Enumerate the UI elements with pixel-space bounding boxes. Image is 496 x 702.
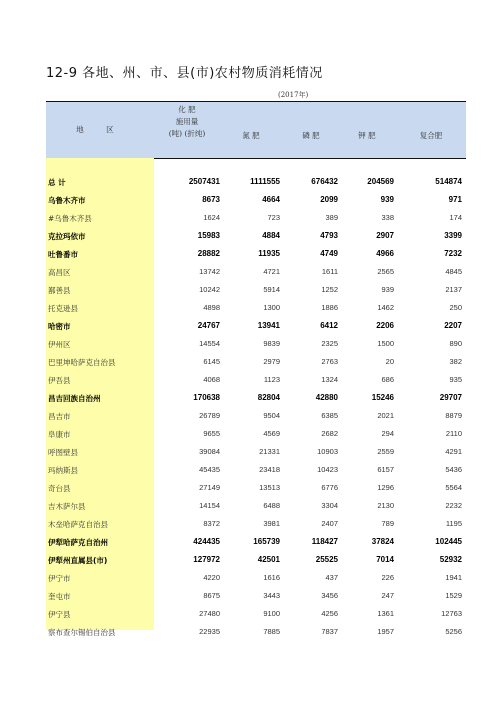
compound-value: 250 bbox=[449, 303, 462, 312]
region-name: 昌吉回族自治州 bbox=[48, 394, 101, 403]
table-row bbox=[46, 318, 466, 336]
region-name: 克拉玛依市 bbox=[48, 232, 86, 241]
potash-value: 247 bbox=[381, 591, 394, 600]
table-row bbox=[46, 300, 466, 318]
table-row bbox=[46, 498, 466, 516]
region-name: 伊犁哈萨克自治州 bbox=[48, 538, 108, 547]
region-name: 巴里坤哈萨克自治县 bbox=[48, 358, 116, 367]
fertilizer-total: 26789 bbox=[199, 411, 220, 420]
table-row bbox=[46, 264, 466, 282]
nitrogen-value: 42501 bbox=[257, 555, 280, 564]
compound-value: 5256 bbox=[445, 627, 462, 636]
compound-value: 174 bbox=[449, 213, 462, 222]
table-row bbox=[46, 588, 466, 606]
nitrogen-value: 2979 bbox=[263, 357, 280, 366]
fertilizer-total: 39084 bbox=[199, 447, 220, 456]
table-row bbox=[46, 354, 466, 372]
region-name: 托克逊县 bbox=[48, 304, 78, 313]
header-fertilizer-line2: 施用量 bbox=[175, 117, 199, 126]
nitrogen-value: 1123 bbox=[263, 375, 280, 384]
compound-value: 4291 bbox=[445, 447, 462, 456]
potash-value: 20 bbox=[385, 357, 394, 366]
phosphate-value: 4793 bbox=[320, 231, 338, 240]
fertilizer-total: 13742 bbox=[199, 267, 220, 276]
region-name: 察布查尔锡伯自治县 bbox=[48, 628, 116, 637]
phosphate-value: 3304 bbox=[321, 501, 338, 510]
region-name: 鄯善县 bbox=[48, 286, 71, 295]
nitrogen-value: 165739 bbox=[253, 537, 280, 546]
year-label: (2017年) bbox=[278, 91, 309, 99]
region-name: #乌鲁木齐县 bbox=[48, 214, 92, 223]
region-name: 伊州区 bbox=[48, 340, 71, 349]
table-row bbox=[46, 408, 466, 426]
potash-value: 4966 bbox=[376, 249, 394, 258]
nitrogen-value: 4664 bbox=[262, 195, 280, 204]
compound-value: 1941 bbox=[445, 573, 462, 582]
nitrogen-value: 21331 bbox=[259, 447, 280, 456]
compound-value: 2137 bbox=[445, 285, 462, 294]
potash-value: 294 bbox=[381, 429, 394, 438]
header-fertilizer-line3: (吨) (折纯) bbox=[168, 129, 206, 138]
potash-value: 338 bbox=[381, 213, 394, 222]
phosphate-value: 2682 bbox=[321, 429, 338, 438]
nitrogen-value: 723 bbox=[267, 213, 280, 222]
potash-value: 686 bbox=[381, 375, 394, 384]
nitrogen-value: 6488 bbox=[263, 501, 280, 510]
fertilizer-total: 24767 bbox=[197, 321, 220, 330]
fertilizer-total: 45435 bbox=[199, 465, 220, 474]
table-row bbox=[46, 246, 466, 264]
nitrogen-value: 9839 bbox=[263, 339, 280, 348]
potash-value: 2206 bbox=[376, 321, 394, 330]
nitrogen-value: 5914 bbox=[263, 285, 280, 294]
region-name: 高昌区 bbox=[48, 268, 71, 277]
fertilizer-total: 9655 bbox=[203, 429, 220, 438]
phosphate-value: 6776 bbox=[321, 483, 338, 492]
region-name: 阜康市 bbox=[48, 430, 71, 439]
phosphate-value: 10903 bbox=[317, 447, 338, 456]
compound-value: 102445 bbox=[435, 537, 462, 546]
compound-value: 890 bbox=[449, 339, 462, 348]
fertilizer-total: 8372 bbox=[203, 519, 220, 528]
table-row bbox=[46, 282, 466, 300]
table-row bbox=[46, 390, 466, 408]
table-row bbox=[46, 444, 466, 462]
compound-value: 52932 bbox=[439, 555, 462, 564]
table-row bbox=[46, 534, 466, 552]
potash-value: 6157 bbox=[377, 465, 394, 474]
table-row bbox=[46, 192, 466, 210]
phosphate-value: 2325 bbox=[321, 339, 338, 348]
phosphate-value: 6412 bbox=[320, 321, 338, 330]
region-name: 奇台县 bbox=[48, 484, 71, 493]
region-name: 伊犁州直属县(市) bbox=[48, 556, 108, 565]
compound-value: 1529 bbox=[445, 591, 462, 600]
potash-value: 7014 bbox=[376, 555, 394, 564]
potash-value: 1957 bbox=[377, 627, 394, 636]
phosphate-value: 1611 bbox=[321, 267, 338, 276]
nitrogen-value: 1111555 bbox=[250, 177, 280, 186]
compound-value: 8879 bbox=[445, 411, 462, 420]
phosphate-value: 3456 bbox=[321, 591, 338, 600]
fertilizer-total: 1624 bbox=[203, 213, 220, 222]
table-row bbox=[46, 228, 466, 246]
phosphate-value: 2099 bbox=[320, 195, 338, 204]
header-phosphate: 磷 肥 bbox=[302, 131, 320, 140]
compound-value: 382 bbox=[449, 357, 462, 366]
compound-value: 1195 bbox=[445, 519, 462, 528]
region-name: 呼图壁县 bbox=[48, 448, 78, 457]
phosphate-value: 1324 bbox=[321, 375, 338, 384]
fertilizer-total: 10242 bbox=[199, 285, 220, 294]
nitrogen-value: 9100 bbox=[263, 609, 280, 618]
compound-value: 5436 bbox=[445, 465, 462, 474]
compound-value: 12763 bbox=[441, 609, 462, 618]
region-name: 伊吾县 bbox=[48, 376, 71, 385]
phosphate-value: 42880 bbox=[315, 393, 338, 402]
compound-value: 4845 bbox=[445, 267, 462, 276]
header-region: 地 区 bbox=[76, 125, 124, 134]
fertilizer-total: 8675 bbox=[203, 591, 220, 600]
fertilizer-total: 424435 bbox=[193, 537, 220, 546]
compound-value: 514874 bbox=[435, 177, 462, 186]
region-name: 伊宁县 bbox=[48, 610, 71, 619]
phosphate-value: 676432 bbox=[311, 177, 338, 186]
compound-value: 971 bbox=[448, 195, 462, 204]
potash-value: 204569 bbox=[367, 177, 394, 186]
table-header bbox=[46, 102, 466, 158]
header-compound: 复合肥 bbox=[419, 131, 443, 140]
compound-value: 5564 bbox=[445, 483, 462, 492]
phosphate-value: 389 bbox=[325, 213, 338, 222]
region-name: 总 计 bbox=[48, 178, 66, 187]
phosphate-value: 4256 bbox=[321, 609, 338, 618]
region-name: 玛纳斯县 bbox=[48, 466, 78, 475]
region-name: 乌鲁木齐市 bbox=[48, 196, 86, 205]
fertilizer-total: 14154 bbox=[199, 501, 220, 510]
potash-value: 2021 bbox=[377, 411, 394, 420]
nitrogen-value: 13941 bbox=[257, 321, 280, 330]
compound-value: 2207 bbox=[444, 321, 462, 330]
header-fertilizer-line1: 化 肥 bbox=[178, 105, 196, 114]
region-name: 吉木萨尔县 bbox=[48, 502, 86, 511]
header-nitrogen: 氮 肥 bbox=[242, 131, 260, 140]
table-row bbox=[46, 426, 466, 444]
phosphate-value: 4749 bbox=[320, 249, 338, 258]
compound-value: 7232 bbox=[444, 249, 462, 258]
table-row bbox=[46, 552, 466, 570]
phosphate-value: 10423 bbox=[317, 465, 338, 474]
potash-value: 37824 bbox=[371, 537, 394, 546]
fertilizer-total: 4220 bbox=[203, 573, 220, 582]
compound-value: 29707 bbox=[439, 393, 462, 402]
fertilizer-total: 8673 bbox=[202, 195, 220, 204]
region-name: 奎屯市 bbox=[48, 592, 71, 601]
potash-value: 1296 bbox=[377, 483, 394, 492]
potash-value: 2559 bbox=[377, 447, 394, 456]
fertilizer-total: 6145 bbox=[203, 357, 220, 366]
phosphate-value: 2763 bbox=[321, 357, 338, 366]
nitrogen-value: 4721 bbox=[263, 267, 280, 276]
potash-value: 15246 bbox=[371, 393, 394, 402]
phosphate-value: 437 bbox=[325, 573, 338, 582]
fertilizer-total: 4898 bbox=[203, 303, 220, 312]
compound-value: 2110 bbox=[445, 429, 462, 438]
potash-value: 2907 bbox=[376, 231, 394, 240]
fertilizer-total: 170638 bbox=[193, 393, 220, 402]
nitrogen-value: 3443 bbox=[263, 591, 280, 600]
nitrogen-value: 3981 bbox=[263, 519, 280, 528]
potash-value: 2565 bbox=[377, 267, 394, 276]
header-potash: 钾 肥 bbox=[358, 131, 376, 140]
fertilizer-total: 28882 bbox=[197, 249, 220, 258]
potash-value: 1462 bbox=[377, 303, 394, 312]
phosphate-value: 25525 bbox=[315, 555, 338, 564]
region-name: 昌吉市 bbox=[48, 412, 71, 421]
nitrogen-value: 4569 bbox=[263, 429, 280, 438]
nitrogen-value: 13513 bbox=[259, 483, 280, 492]
nitrogen-value: 1300 bbox=[263, 303, 280, 312]
phosphate-value: 118427 bbox=[311, 537, 338, 546]
region-name: 木垒哈萨克自治县 bbox=[48, 520, 108, 529]
header-fertilizer bbox=[154, 104, 220, 140]
nitrogen-value: 7885 bbox=[263, 627, 280, 636]
potash-value: 789 bbox=[381, 519, 394, 528]
potash-value: 939 bbox=[380, 195, 394, 204]
region-name: 吐鲁番市 bbox=[48, 250, 78, 259]
fertilizer-total: 4068 bbox=[203, 375, 220, 384]
fertilizer-total: 127972 bbox=[193, 555, 220, 564]
potash-value: 939 bbox=[381, 285, 394, 294]
fertilizer-total: 2507431 bbox=[188, 177, 220, 186]
table-row bbox=[46, 174, 466, 192]
nitrogen-value: 23418 bbox=[259, 465, 280, 474]
fertilizer-total: 14554 bbox=[199, 339, 220, 348]
table-row bbox=[46, 336, 466, 354]
region-name: 伊宁市 bbox=[48, 574, 71, 583]
region-name: 哈密市 bbox=[48, 322, 71, 331]
table-row bbox=[46, 606, 466, 624]
page-title: 12-9 各地、州、市、县(市)农村物质消耗情况 bbox=[46, 66, 323, 81]
phosphate-value: 1252 bbox=[321, 285, 338, 294]
nitrogen-value: 82804 bbox=[257, 393, 280, 402]
phosphate-value: 2407 bbox=[321, 519, 338, 528]
nitrogen-value: 1616 bbox=[263, 573, 280, 582]
fertilizer-total: 15983 bbox=[197, 231, 220, 240]
compound-value: 3399 bbox=[444, 231, 462, 240]
fertilizer-total: 27480 bbox=[199, 609, 220, 618]
phosphate-value: 7837 bbox=[321, 627, 338, 636]
table-row bbox=[46, 570, 466, 588]
table-row bbox=[46, 624, 466, 642]
nitrogen-value: 4884 bbox=[262, 231, 280, 240]
table-row bbox=[46, 516, 466, 534]
fertilizer-total: 27149 bbox=[199, 483, 220, 492]
nitrogen-value: 11935 bbox=[258, 249, 280, 258]
table-row bbox=[46, 372, 466, 390]
compound-value: 2232 bbox=[445, 501, 462, 510]
potash-value: 226 bbox=[381, 573, 394, 582]
table-row bbox=[46, 480, 466, 498]
nitrogen-value: 9504 bbox=[263, 411, 280, 420]
phosphate-value: 6385 bbox=[321, 411, 338, 420]
phosphate-value: 1886 bbox=[321, 303, 338, 312]
table-row bbox=[46, 462, 466, 480]
potash-value: 2130 bbox=[377, 501, 394, 510]
table-row bbox=[46, 210, 466, 228]
fertilizer-total: 22935 bbox=[199, 627, 220, 636]
potash-value: 1500 bbox=[377, 339, 394, 348]
compound-value: 935 bbox=[449, 375, 462, 384]
potash-value: 1361 bbox=[377, 609, 394, 618]
